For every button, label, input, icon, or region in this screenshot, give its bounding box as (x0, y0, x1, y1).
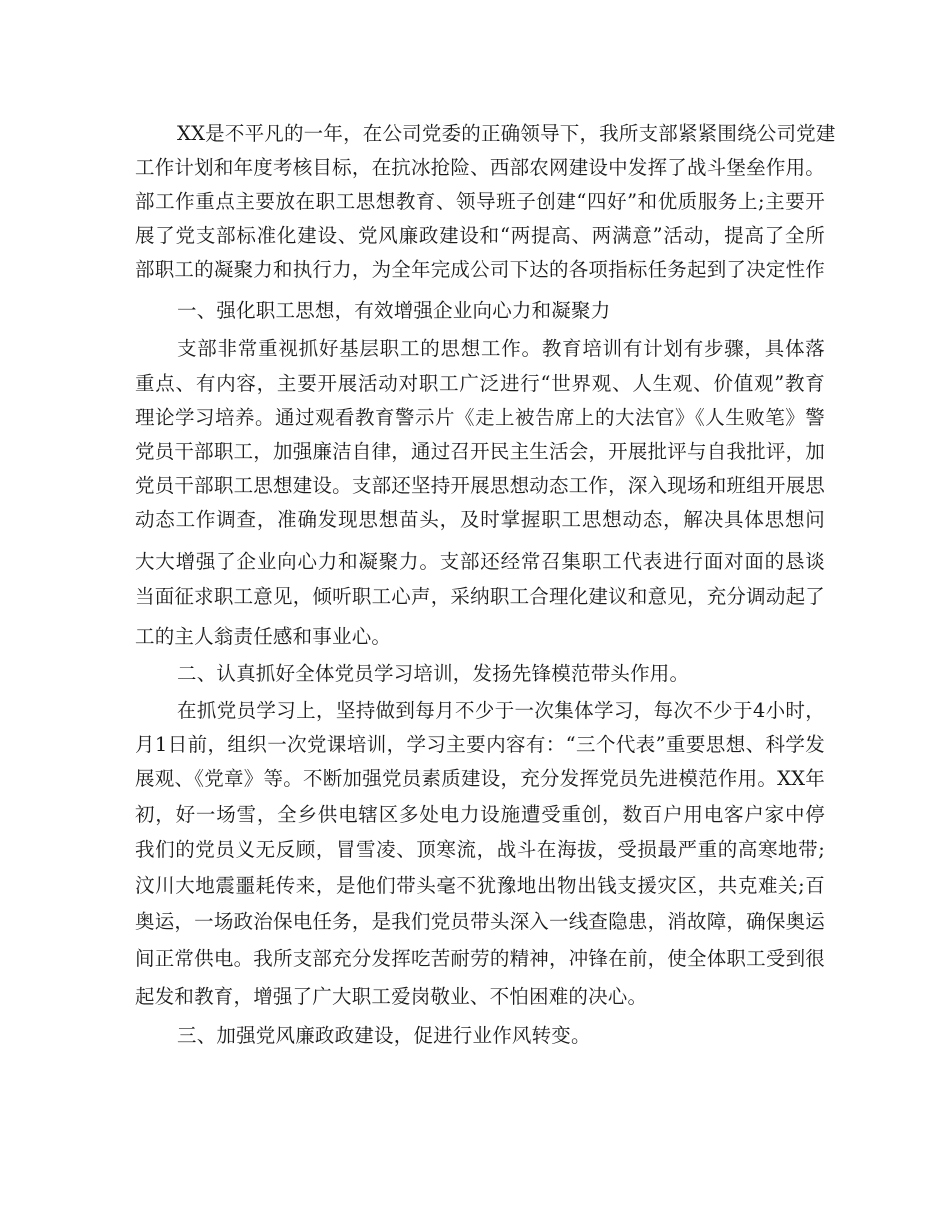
paragraph-line: 工作计划和年度考核目标，在抗冰抢险、西部农网建设中发挥了战斗堡垒作用。 (135, 156, 825, 179)
paragraph-line: 动态工作调查，准确发现思想苗头，及时掌握职工思想动态，解决具体思想问 (135, 508, 825, 531)
paragraph-line: 部职工的凝聚力和执行力，为全年完成公司下达的各项指标任务起到了决定性作 (135, 258, 825, 281)
paragraph-line: 党员干部职工思想建设。支部还坚持开展思想动态工作，深入现场和班组开展思 (135, 474, 825, 497)
paragraph-line: 工的主人翁责任感和事业心。 (135, 625, 392, 648)
section-heading: 二、认真抓好全体党员学习培训，发扬先锋模范带头作用。 (177, 662, 690, 685)
paragraph-line: 月1日前，组织一次党课培训，学习主要内容有：“三个代表”重要思想、科学发 (135, 733, 825, 756)
paragraph-line: 奥运，一场政治保电任务，是我们党员带头深入一线查隐患，消故障，确保奥运 (135, 910, 825, 933)
paragraph-line: 理论学习培养。通过观看教育警示片《走上被告席上的大法官》《人生败笔》警 (135, 406, 825, 429)
paragraph-line: 支部非常重视抓好基层职工的思想工作。教育培训有计划有步骤，具体落 (177, 337, 825, 360)
paragraph-line: 当面征求职工意见，倾听职工心声，采纳职工合理化建议和意见，充分调动起了 (135, 585, 825, 608)
paragraph-line: 我们的党员义无反顾，冒雪凌、顶寒流，战斗在海拔，受损最严重的高寒地带; (135, 838, 825, 861)
paragraph-line: 初，好一场雪，全乡供电辖区多处电力设施遭受重创，数百户用电客户家中停 (135, 803, 825, 826)
paragraph-line: 重点、有内容，主要开展活动对职工广泛进行“世界观、人生观、价值观”教育 (135, 372, 825, 395)
section-heading: 三、加强党风廉政政建设，促进行业作风转变。 (177, 1024, 591, 1047)
paragraph-line: 在抓党员学习上，坚持做到每月不少于一次集体学习，每次不少于4小时， (177, 699, 825, 722)
paragraph-line: 汶川大地震噩耗传来，是他们带头毫不犹豫地出物出钱支援灾区，共克难关;百 (135, 874, 825, 897)
paragraph-line: 间正常供电。我所支部充分发挥吃苦耐劳的精神，冲锋在前，使全体职工受到很 (135, 947, 825, 970)
paragraph-line: 部工作重点主要放在职工思想教育、领导班子创建“四好”和优质服务上;主要开 (135, 190, 825, 213)
paragraph-line: 起发和教育，增强了广大职工爱岗敬业、不怕困难的决心。 (135, 985, 648, 1008)
paragraph-line: 党员干部职工，加强廉洁自律，通过召开民主生活会，开展批评与自我批评，加 (135, 440, 825, 463)
section-heading: 一、强化职工思想，有效增强企业向心力和凝聚力 (177, 299, 611, 322)
paragraph-line: XX是不平凡的一年，在公司党委的正确领导下，我所支部紧紧围绕公司党建 (177, 122, 836, 145)
paragraph-line: 展观、《党章》等。不断加强党员素质建设，充分发挥党员先进模范作用。XX年 (135, 767, 825, 790)
paragraph-line: 展了党支部标准化建设、党风廉政建设和“两提高、两满意”活动，提高了全所 (135, 224, 825, 247)
paragraph-line: 大大增强了企业向心力和凝聚力。支部还经常召集职工代表进行面对面的恳谈 (135, 550, 825, 573)
